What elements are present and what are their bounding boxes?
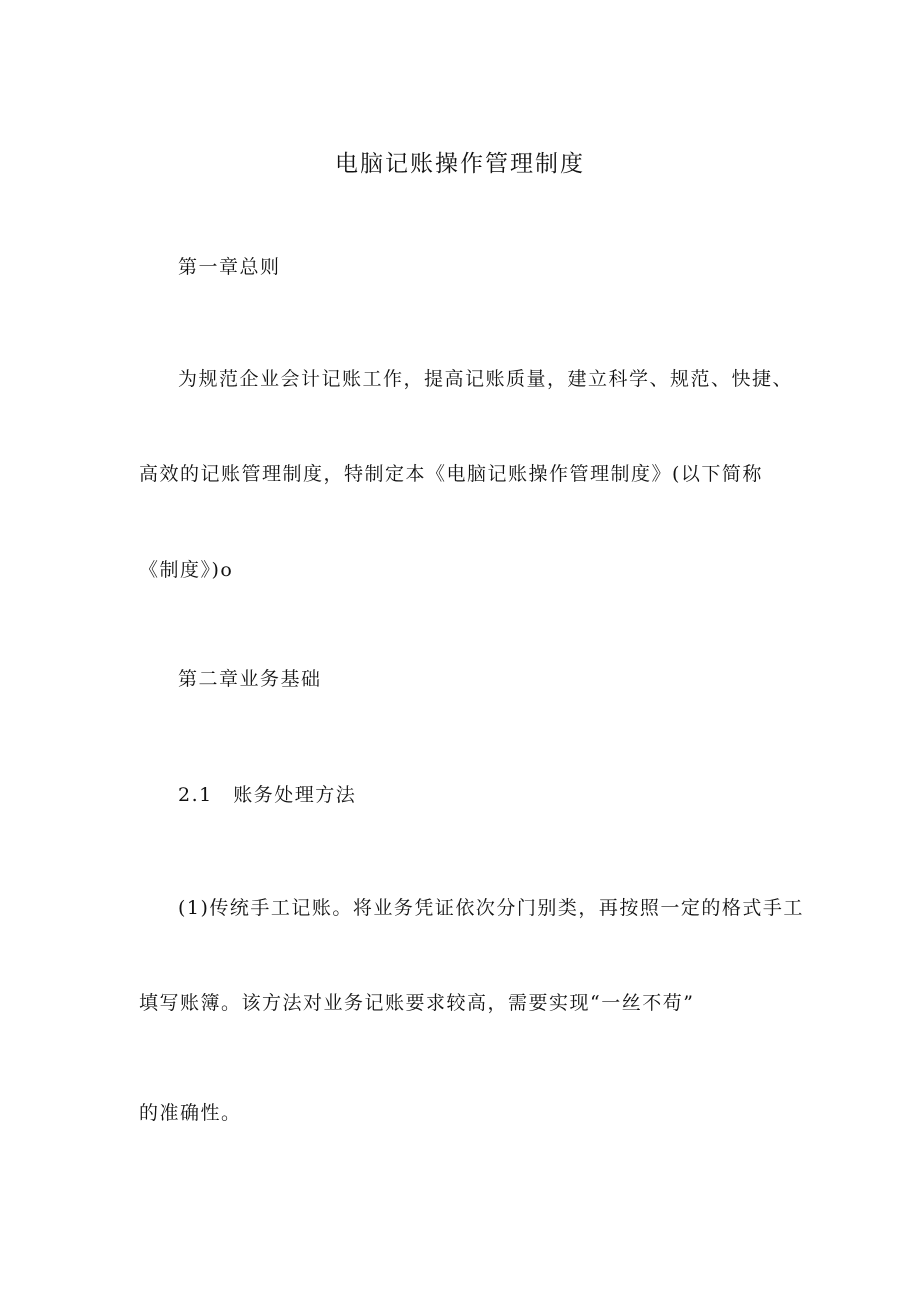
item1-line-2: 填写账簿。该方法对业务记账要求较高，需要实现“一丝不苟” (139, 992, 695, 1014)
chapter1-paragraph-line-1: 为规范企业会计记账工作，提高记账质量，建立科学、规范、快捷、 (178, 368, 794, 390)
chapter1-paragraph-line-3: 《制度》)o (139, 559, 234, 581)
item1-line-3: 的准确性。 (139, 1102, 242, 1124)
chapter2-heading: 第二章业务基础 (178, 668, 322, 690)
chapter1-heading: 第一章总则 (178, 256, 281, 278)
document-title: 电脑记账操作管理制度 (335, 151, 585, 177)
item1-line-1: (1)传统手工记账。将业务凭证依次分门别类，再按照一定的格式手工 (178, 897, 804, 919)
section-2-1-heading: 2.1 账务处理方法 (178, 784, 357, 806)
chapter1-paragraph-line-2: 高效的记账管理制度，特制定本《电脑记账操作管理制度》(以下简称 (139, 463, 763, 485)
